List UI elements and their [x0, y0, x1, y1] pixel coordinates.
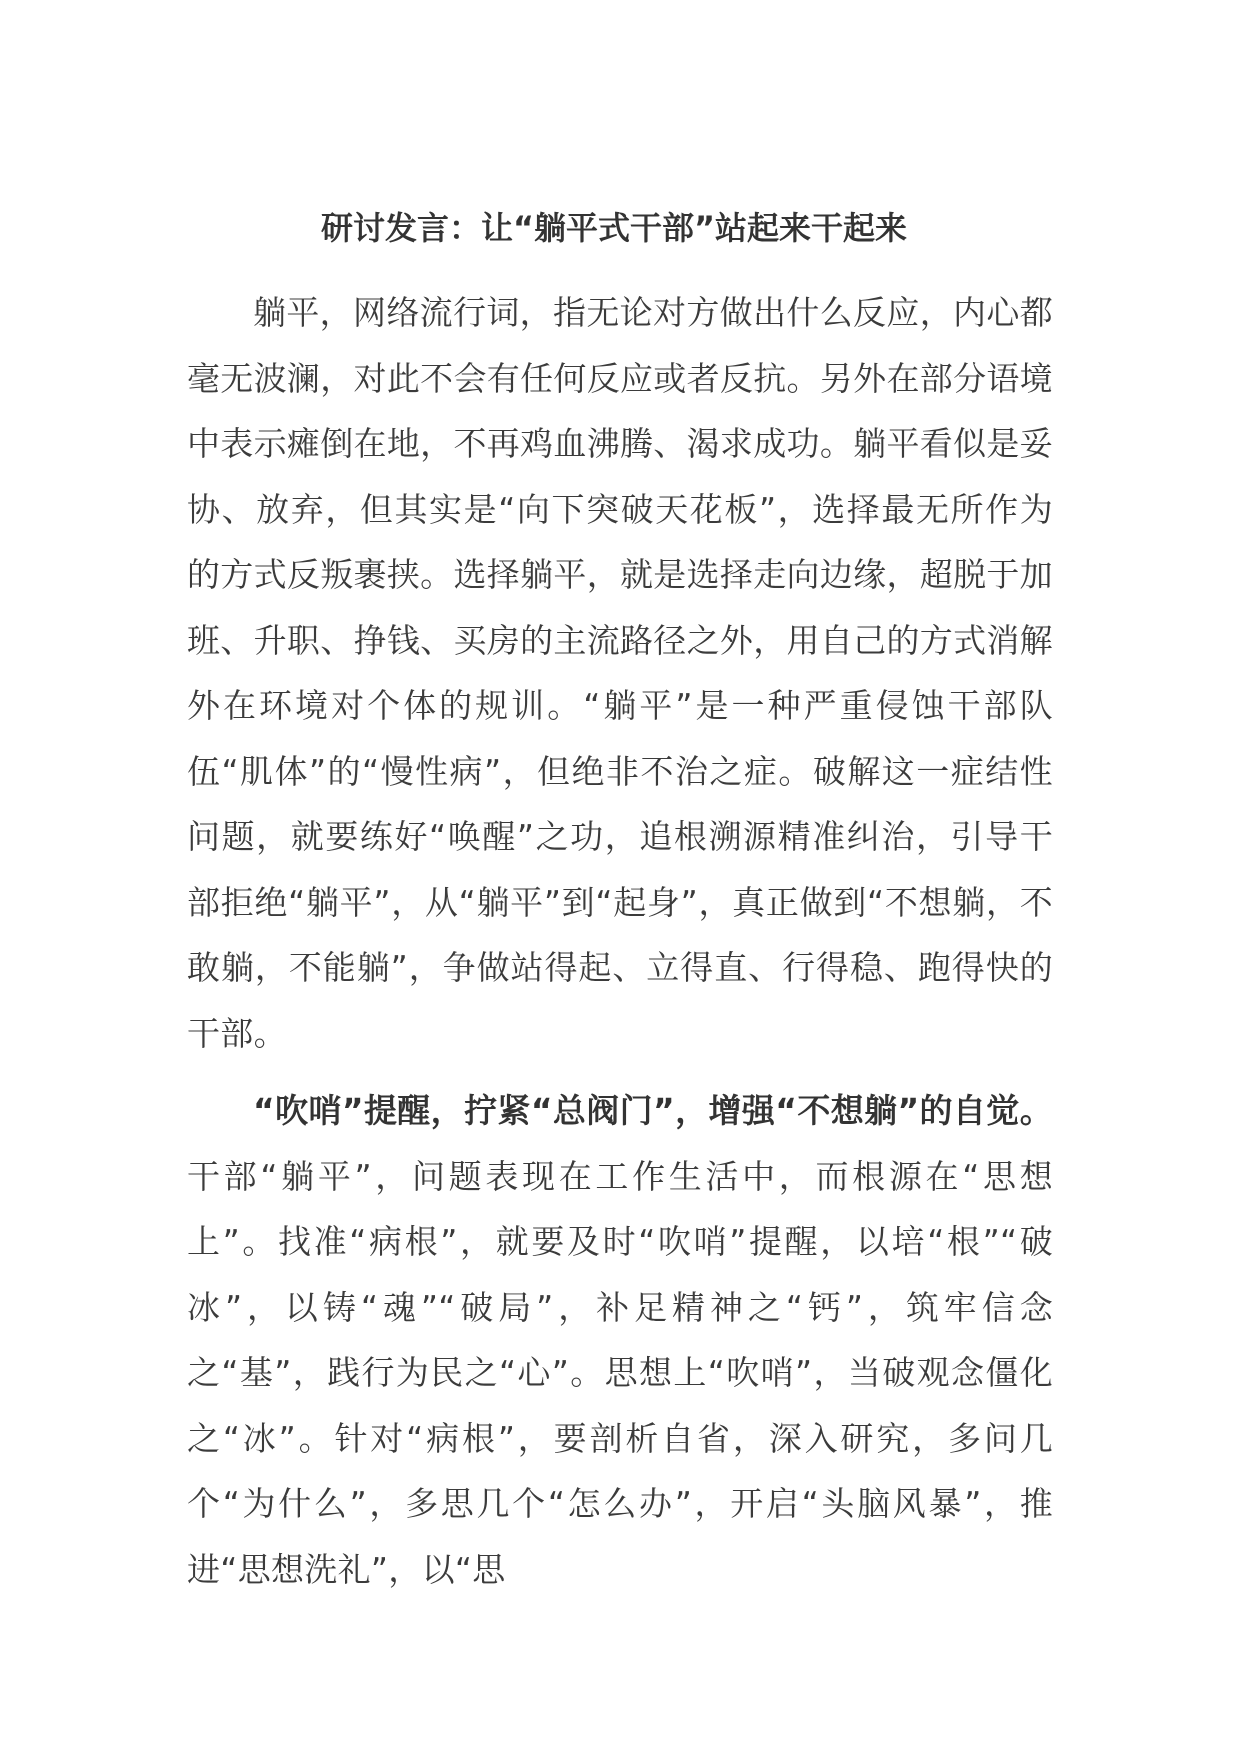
document-body	[187, 198, 1053, 1614]
section-1-heading: “吹哨”提醒，拧紧“总阀门”，增强“不想躺”的自觉。	[253, 1091, 1053, 1130]
section-1-body: 干部“躺平”，问题表现在工作生活中，而根源在“思想上”。找准“病根”，就要及时“吹哨”提醒，以培“根”“破冰”，以铸“魂”“破局”，补足精神之“钙”，筑牢信念之“基”，践行为民之“心”。思想上“吹哨”，当破观念僵化之“冰”。针对“病根”，要剖析自省，深入研究，多问几个“为什么”，多思几个“怎么办”，开启“头脑风暴”，推进“思想洗礼”，以“思	[187, 1156, 1053, 1589]
paragraph-intro: 躺平，网络流行词，指无论对方做出什么反应，内心都毫无波澜，对此不会有任何反应或者反抗。另外在部分语境中表示瘫倒在地，不再鸡血沸腾、渴求成功。躺平看似是妥协、放弃，但其实是“向下突破天花板”，选择最无所作为的方式反叛裹挟。选择躺平，就是选择走向边缘，超脱于加班、升职、挣钱、买房的主流路径之外，用自己的方式消解外在环境对个体的规训。“躺平”是一种严重侵蚀干部队伍“肌体”的“慢性病”，但绝非不治之症。破解这一症结性问题，就要练好“唤醒”之功，追根溯源精准纠治，引导干部拒绝“躺平”，从“躺平”到“起身”，真正做到“不想躺，不敢躺，不能躺”，争做站得起、立得直、行得稳、跑得快的干部。	[187, 293, 1053, 1053]
paragraph-section-1	[187, 1078, 1053, 1602]
document-title: 研讨发言：让“躺平式干部”站起来干起来	[320, 209, 908, 247]
